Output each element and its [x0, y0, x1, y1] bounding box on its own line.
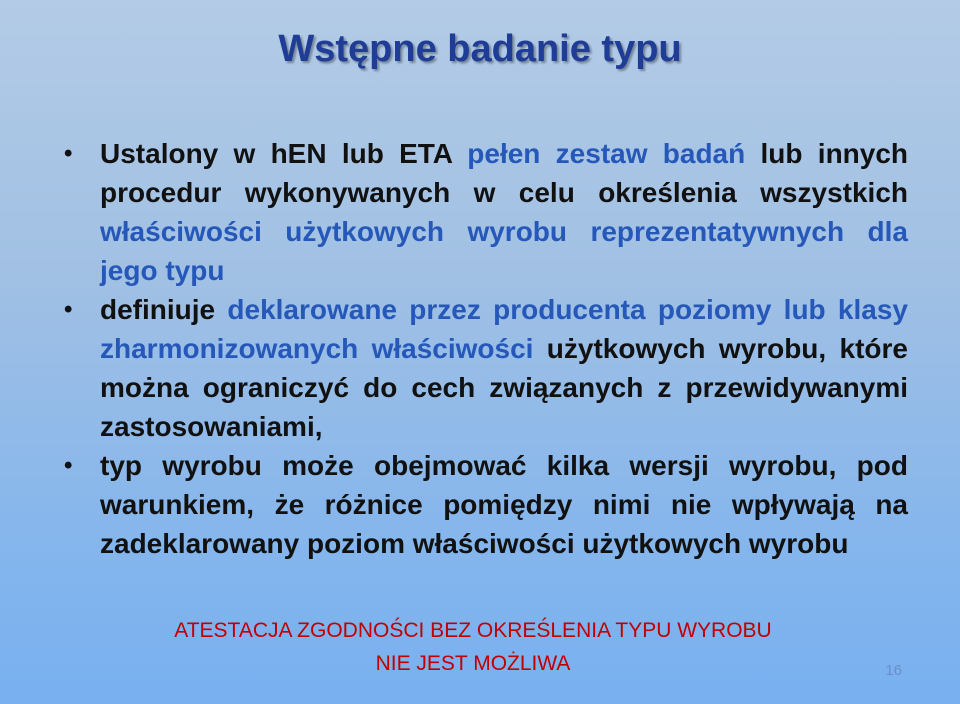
bullet-dot-icon: •	[64, 296, 73, 323]
slide-title: Wstępne badanie typu	[278, 28, 682, 70]
bullet-1-segment-4: właściwości użytkowych wyrobu reprezentatywnych dla jego typu	[100, 216, 908, 286]
slide-content	[60, 134, 908, 563]
bullet-dot-icon: •	[64, 452, 73, 479]
bullet-1-segment-1: Ustalony w hEN lub ETA	[100, 138, 468, 169]
bullet-2-segment-1: definiuje	[100, 294, 228, 325]
footer-note-line-1: ATESTACJA ZGODNOŚCI BEZ OKREŚLENIA TYPU WYROBU	[174, 619, 772, 642]
footer-note	[0, 614, 946, 680]
bullet-list	[60, 134, 908, 563]
bullet-2-segment-2: deklarowane przez producenta poziomy lub klasy zharmonizowanych właściwości	[100, 294, 908, 364]
page-number: 16	[885, 662, 902, 679]
bullet-item-3	[60, 446, 908, 563]
bullet-1-segment-3: lub innych procedur wykonywanych w celu określenia wszystkich	[100, 138, 909, 208]
bullet-2-segment-3: użytkowych wyrobu, które można ograniczyć do cech związanych z przewidywanymi zastosowaniami,	[100, 333, 908, 442]
bullet-3-segment-1: typ wyrobu może obejmować kilka wersji wyrobu, pod warunkiem, że różnice pomiędzy nimi nie wpływają na zadeklarowany poziom właściwości użytkowych wyrobu	[100, 450, 908, 559]
bullet-item-1	[60, 134, 908, 290]
bullet-item-2	[60, 290, 908, 446]
bullet-dot-icon: •	[64, 140, 73, 167]
footer-note-line-2: NIE JEST MOŻLIWA	[375, 652, 571, 675]
bullet-1-segment-2: pełen zestaw badań	[467, 138, 746, 169]
